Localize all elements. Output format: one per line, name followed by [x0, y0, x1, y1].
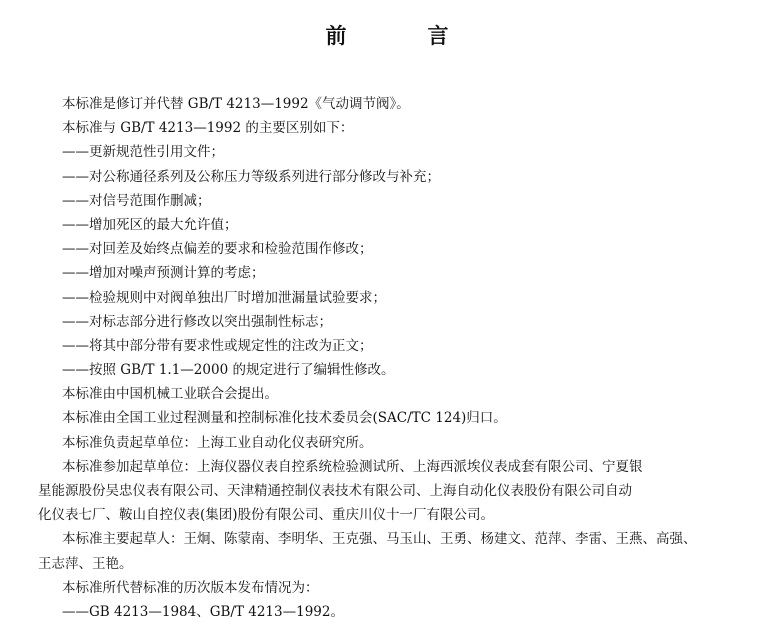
list-item: ——增加对噪声预测计算的考虑；: [62, 265, 265, 282]
paragraph-line: 本标准由全国工业过程测量和控制标准化技术委员会(SAC/TC 124)归口。: [62, 410, 507, 427]
paragraph-line: 化仪表七厂、鞍山自控仪表(集团)股份有限公司、重庆川仪十一厂有限公司。: [38, 507, 495, 524]
paragraph-line: 本标准与 GB/T 4213—1992 的主要区别如下：: [62, 120, 354, 137]
list-item: ——检验规则中对阀单独出厂时增加泄漏量试验要求；: [62, 289, 386, 306]
list-item: ——对信号范围作删减；: [62, 192, 211, 209]
list-item: ——对回差及始终点偏差的要求和检验范围作修改；: [62, 241, 373, 258]
paragraph-line: 本标准主要起草人：王炯、陈蒙南、李明华、王克强、马玉山、王勇、杨建文、范萍、李雷、王燕、高强、: [62, 531, 697, 548]
paragraph-line: 星能源股份吴忠仪表有限公司、天津精通控制仪表技术有限公司、上海自动化仪表股份有限公司自动: [38, 483, 632, 499]
list-item: ——按照 GB/T 1.1—2000 的规定进行了编辑性修改。: [62, 362, 395, 379]
paragraph-line: 本标准所代替标准的历次版本发布情况为：: [62, 579, 319, 596]
paragraph-line: 本标准参加起草单位：上海仪器仪表自控系统检验测试所、上海西派埃仪表成套有限公司、宁夏银: [62, 458, 643, 475]
list-item: ——增加死区的最大允许值；: [62, 216, 238, 233]
list-item: ——对公称通径系列及公称压力等级系列进行部分修改与补充；: [62, 168, 440, 185]
paragraph-line: 本标准是修订并代替 GB/T 4213—1992《气动调节阀》。: [62, 96, 410, 112]
paragraph-line: 本标准负责起草单位：上海工业自动化仪表研究所。: [62, 434, 373, 451]
page-title: 前 言: [325, 24, 479, 48]
paragraph-line: 王志萍、王艳。: [38, 555, 133, 572]
list-item: ——对标志部分进行修改以突出强制性标志；: [62, 313, 332, 330]
list-item: ——GB 4213—1984、GB/T 4213—1992。: [62, 603, 344, 620]
list-item: ——将其中部分带有要求性或规定性的注改为正文；: [62, 337, 373, 354]
paragraph-line: 本标准由中国机械工业联合会提出。: [62, 386, 278, 403]
foreword-body: [38, 92, 750, 624]
list-item: ——更新规范性引用文件；: [62, 144, 224, 161]
